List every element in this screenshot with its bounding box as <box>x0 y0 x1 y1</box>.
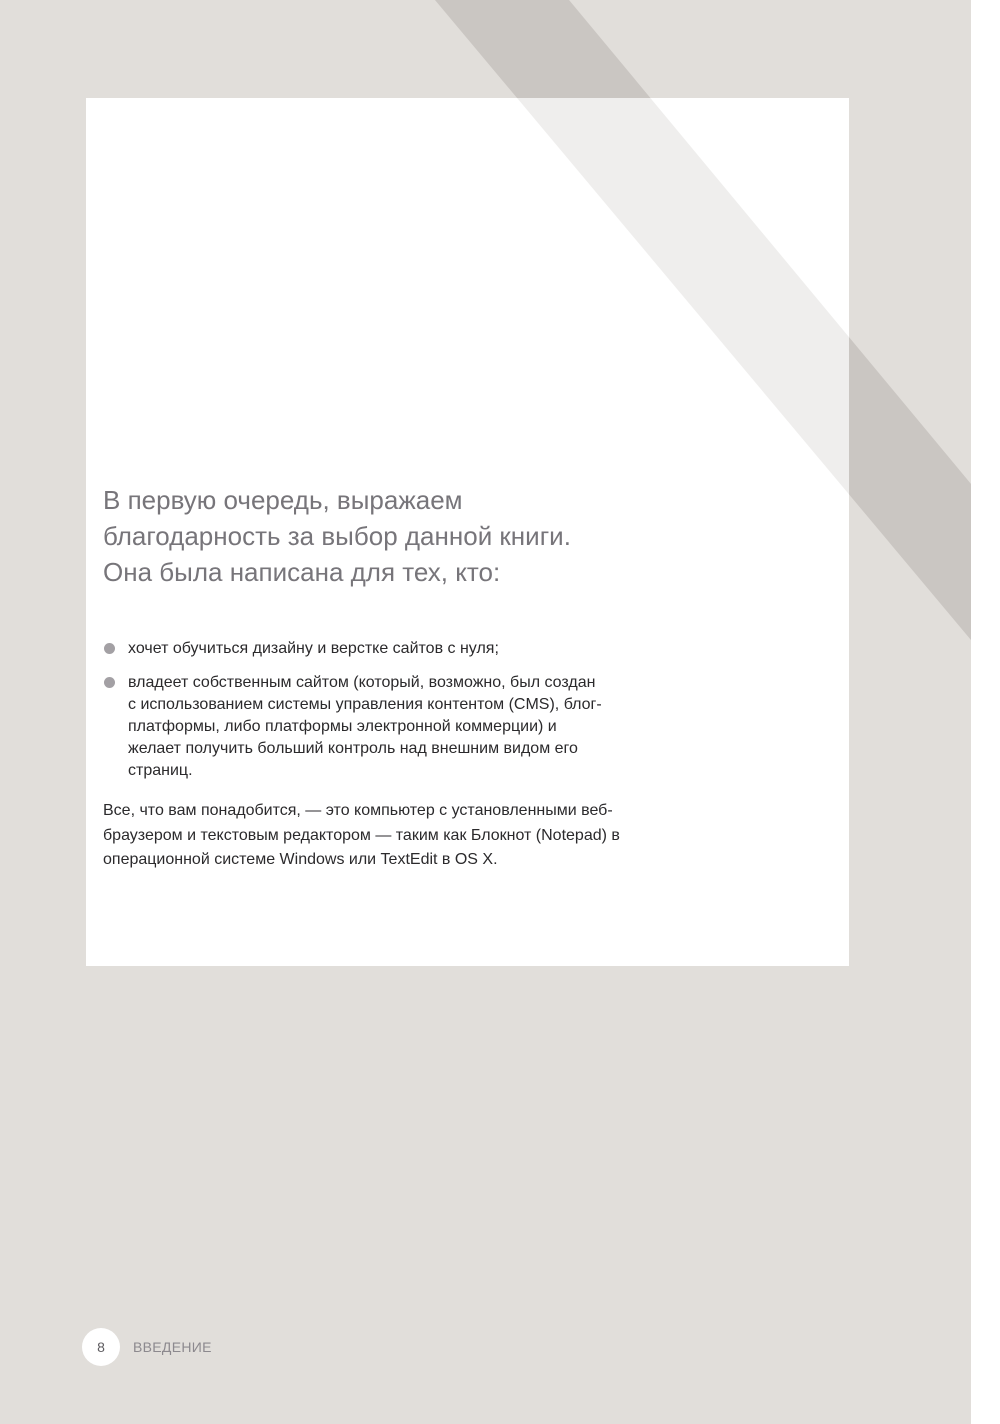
right-page-margin <box>971 0 1000 1424</box>
list-item <box>103 672 663 782</box>
audience-list <box>103 638 663 794</box>
list-item <box>103 638 663 660</box>
bullet-icon <box>104 677 115 688</box>
list-item-text: владеет собственным сайтом (который, возможно, был создан с использованием системы управления контентом (CMS), блог-платформы, либо платформы электронной коммерции) и желает получить больший контроль над внешним видом его страниц. <box>128 674 602 779</box>
requirements-paragraph: Все, что вам понадобится, — это компьютер с установленными веб-браузером и текстовым редактором — таким как Блокнот (Notepad) в операционной системе Windows или TextEdit в OS X. <box>103 802 620 868</box>
list-item-text: хочет обучиться дизайну и верстке сайтов с нуля; <box>128 640 499 657</box>
page-number: 8 <box>82 1328 120 1366</box>
section-title: ВВЕДЕНИЕ <box>133 1339 212 1355</box>
bullet-icon <box>104 643 115 654</box>
page-footer <box>82 1328 212 1366</box>
intro-heading: В первую очередь, выражаем благодарность за выбор данной книги. Она была написана для тех, кто: <box>103 485 571 587</box>
